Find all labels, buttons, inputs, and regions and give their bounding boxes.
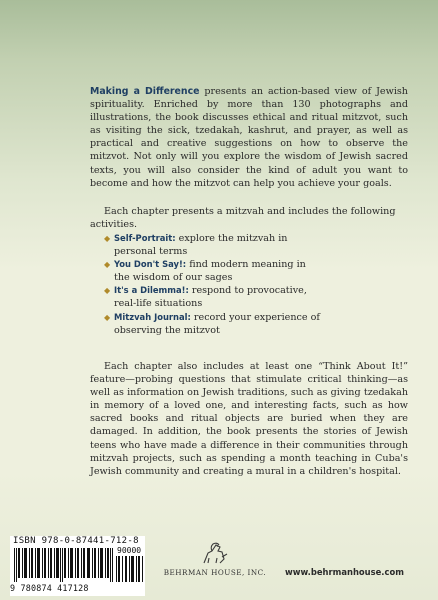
diamond-bullet-icon: ◆ (104, 234, 111, 243)
intro-text: presents an action-based view of Jewish spirituality. Enriched by more than 130 photographs and illustrations, the book discusses ethical and ritual mitzvot, such as visiting the sick, tzedakah, kashrut, and prayer, as well as practical and creative suggestions on how to observe the mitzvot. Not only will you explore the wisdom of Jewish sacred texts, you will also consider the kind of adult you want to become and how the mitzvot can help you achieve your goals. (90, 86, 408, 189)
activity-term: It's a Dilemma!: (114, 285, 189, 296)
activity-desc: respond to provocative, real-life situations (114, 285, 307, 310)
supplement-barcode-icon (116, 556, 144, 582)
diamond-bullet-icon: ◆ (104, 312, 111, 322)
closing-paragraph: Each chapter also includes at least one “Think About It!” feature—probing questions that stimulate critical thinking—as well as information on Jewish traditions, such as giving tzedakah in memory of a loved one, and interesting facts, such as how sacred books and ritual objects are buried when they are damaged. In addition, the book presents the stories of Jewish teens who have made a difference in their communities through mitzvah projects, such as spending a month teaching in Cuba's Jewish community and creating a mural in a children's hospital. (90, 361, 408, 477)
ean-number: 9 780874 417128 (10, 583, 89, 593)
activity-term: You Don't Say!: (114, 259, 187, 270)
publisher-lion-logo-icon (198, 539, 232, 567)
activity-term: Self-Portrait: (114, 233, 176, 243)
list-item (104, 232, 324, 258)
list-item (104, 284, 324, 310)
isbn-label: ISBN 978-0-87441-712-8 (13, 536, 139, 546)
activity-term: Mitzvah Journal: (114, 311, 191, 322)
intro-paragraph (90, 85, 408, 190)
publisher-name: BEHRMAN HOUSE, INC. (163, 568, 267, 577)
activities-list (104, 232, 324, 337)
book-title: Making a Difference (90, 86, 200, 97)
list-item (104, 258, 324, 284)
barcode-bars-icon (14, 548, 114, 582)
barcode-supplement-number: 90000 (117, 546, 142, 555)
activity-desc: find modern meaning in the wisdom of our sages (114, 259, 306, 284)
chapters-intro-paragraph: Each chapter presents a mitzvah and includes the following activities. (90, 206, 396, 231)
list-item (104, 311, 324, 337)
website-url[interactable]: www.behrmanhouse.com (285, 567, 404, 577)
activity-desc: record your experience of observing the mitzvot (114, 311, 320, 336)
diamond-bullet-icon: ◆ (104, 260, 111, 270)
diamond-bullet-icon: ◆ (104, 286, 111, 296)
isbn-barcode (10, 536, 145, 596)
activity-desc: explore the mitzvah in personal terms (114, 233, 288, 258)
